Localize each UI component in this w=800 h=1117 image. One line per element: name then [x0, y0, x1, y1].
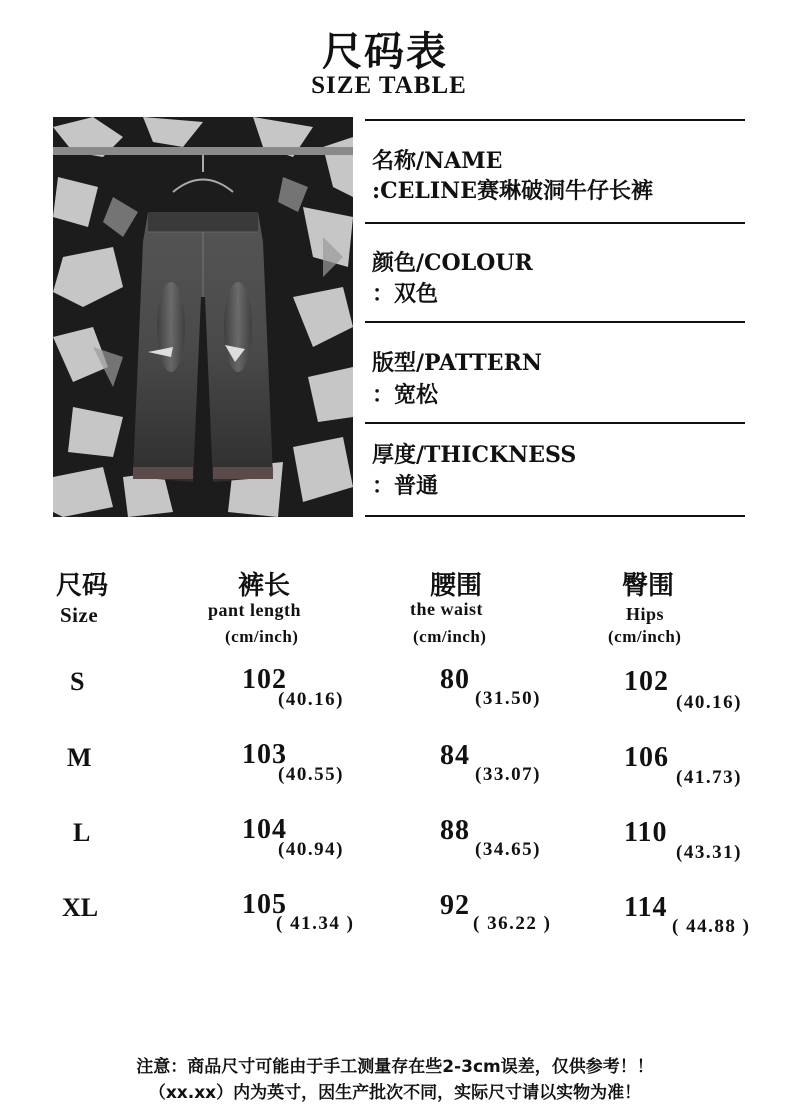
- divider-line: [365, 515, 745, 517]
- waist-inch: ( 36.22 ): [473, 913, 552, 934]
- name-label: 名称/NAME: [372, 148, 503, 174]
- hips-inch: (43.31): [676, 842, 742, 863]
- waist-inch: (33.07): [475, 764, 541, 785]
- waist-cm: 84: [440, 740, 470, 771]
- hips-header-cn: 臀围: [622, 571, 675, 601]
- note-line-2: （xx.xx）内为英寸，因生产批次不同，实际尺寸请以实物为准！: [148, 1083, 642, 1103]
- waist-cm: 92: [440, 890, 470, 921]
- waist-cm: 80: [440, 664, 470, 695]
- page-subtitle: SIZE TABLE: [311, 72, 467, 99]
- divider-line: [365, 321, 745, 323]
- waist-header-en: the waist: [410, 599, 483, 619]
- waist-cm: 88: [440, 815, 470, 846]
- hips-inch: ( 44.88 ): [672, 916, 751, 937]
- waist-inch: (31.50): [475, 688, 541, 709]
- size-label: S: [70, 667, 85, 696]
- pant-length-header-en: pant length: [208, 600, 302, 620]
- pant-length-cm: 102: [242, 664, 287, 695]
- size-label: M: [67, 743, 92, 772]
- colour-label: 颜色/COLOUR: [372, 250, 533, 276]
- name-value: :CELINE赛琳破洞牛仔长裤: [372, 178, 654, 204]
- hips-header-en: Hips: [626, 604, 665, 624]
- hips-inch: (40.16): [676, 692, 742, 713]
- size-header-cn: 尺码: [56, 571, 109, 601]
- pant-length-inch: (40.55): [278, 764, 344, 785]
- pattern-label: 版型/PATTERN: [372, 350, 542, 376]
- divider-line: [365, 222, 745, 224]
- divider-line: [365, 422, 745, 424]
- pant-length-cm: 104: [242, 814, 287, 845]
- waist-header-unit: (cm/inch): [413, 627, 487, 646]
- jeans-photo-illustration: [53, 117, 353, 517]
- size-label: L: [73, 818, 91, 847]
- hips-cm: 114: [624, 892, 668, 923]
- thickness-label: 厚度/THICKNESS: [372, 442, 577, 468]
- size-label: XL: [62, 893, 99, 922]
- hips-header-unit: (cm/inch): [608, 627, 682, 646]
- product-photo: [53, 117, 353, 517]
- thickness-value: ：普通: [372, 473, 439, 499]
- divider-line: [365, 119, 745, 121]
- hips-inch: (41.73): [676, 767, 742, 788]
- pant-length-cm: 103: [242, 739, 287, 770]
- hips-cm: 106: [624, 742, 669, 773]
- waist-inch: (34.65): [475, 839, 541, 860]
- pant-length-inch: (40.94): [278, 839, 344, 860]
- hips-cm: 110: [624, 817, 668, 848]
- pant-length-cm: 105: [242, 889, 287, 920]
- colour-value: ：双色: [372, 281, 439, 307]
- waist-header-cn: 腰围: [430, 571, 483, 601]
- hips-cm: 102: [624, 666, 669, 697]
- pattern-value: ：宽松: [372, 382, 439, 408]
- pant-length-header-unit: (cm/inch): [225, 627, 299, 646]
- pant-length-inch: ( 41.34 ): [276, 913, 355, 934]
- page-title: 尺码表: [322, 29, 448, 75]
- note-line-1: 注意：商品尺寸可能由于手工测量存在些2-3cm误差，仅供参考！！: [136, 1057, 654, 1077]
- size-header-en: Size: [60, 603, 99, 627]
- pant-length-header-cn: 裤长: [238, 571, 291, 601]
- pant-length-inch: (40.16): [278, 689, 344, 710]
